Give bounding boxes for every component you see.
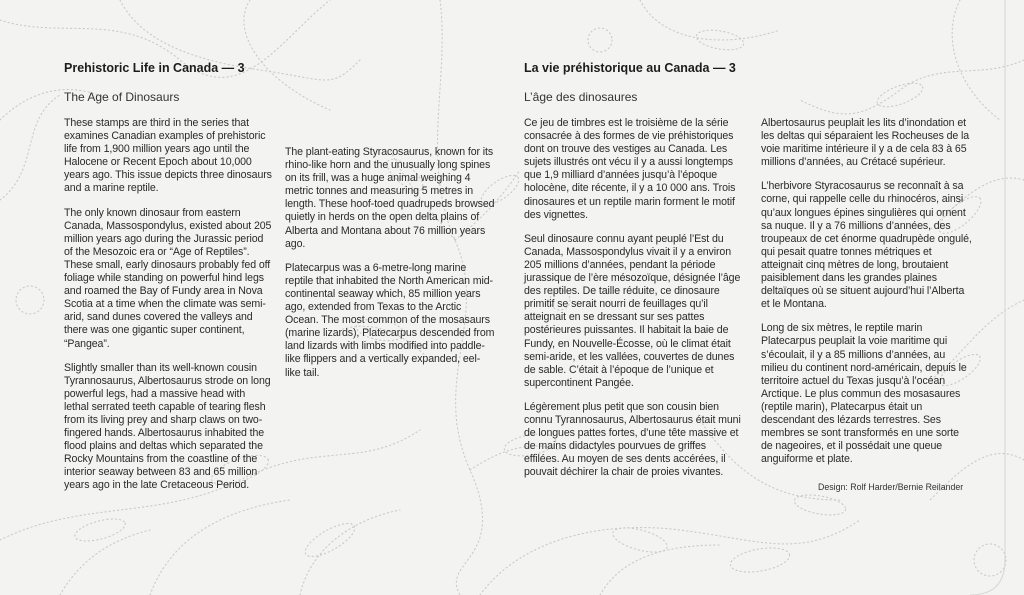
design-credit: Design: Rolf Harder/Bernie Reilander xyxy=(818,482,964,492)
french-paragraph: Ce jeu de timbres est le troisième de la série consacrée à des formes de vie préhistoriques dont on trouve des vestiges au Canada. Les sujets illustrés ont vécu il y a aussi longtemps que 1,9 milliard d’années jusqu’à l’époque holocène, dite récente, il y a 10 000 ans. Trois dinosaures et un reptile marin forment le motif des vignettes. xyxy=(524,117,736,221)
english-title: Prehistoric Life in Canada — 3 xyxy=(64,61,245,75)
english-column-1 xyxy=(64,117,272,504)
english-paragraph: Platecarpus was a 6-metre-long marine reptile that inhabited the North American mid-continental seaway which, 85 million years ago, extended from Texas to the Arctic Ocean. The most common of the mosasaurs (marine lizards), Platecarpus descended from land lizards with limbs modified into paddle-like flippers and a vertically expanded, eel-like tail. xyxy=(285,261,495,379)
english-subtitle: The Age of Dinosaurs xyxy=(64,90,180,104)
french-paragraph: Long de six mètres, le reptile marin Platecarpus peuplait la voie maritime qui s’écoulait, il y a 85 millions d’années, au milieu du continent nord-américain, depuis le territoire actuel du Texas jusqu’à l’océan Arctique. Le plus commun des mosasaures (reptile marin), Platecarpus était un descendant des lézards terrestres. Ses membres se sont transformés en une sorte de nageoires, et il possédait une queue anguiforme et plate. xyxy=(761,322,967,466)
french-paragraph: L’herbivore Styracosaurus se reconnaît à sa corne, qui rappelle celle du rhinocéros, ainsi qu’aux longues épines singulières qui ornent sa nuque. Il y a 76 millions d’années, des troupeaux de cet énorme quadrupède ongulé, qui pesait quatre tonnes métriques et atteignait cinq mètres de long, broutaient paisiblement dans les grandes plaines deltaïques où se situent aujourd’hui l’Alberta et le Montana. xyxy=(761,180,972,311)
english-paragraph: The plant-eating Styracosaurus, known for its rhino-like horn and the unusually long spines on its frill, was a huge animal weighing 4 metric tonnes and measuring 5 metres in length. These hoof-toed quadrupeds browsed quietly in herds on the open delta plains of Alberta and Montana about 76 million years ago. xyxy=(285,146,495,250)
english-paragraph: The only known dinosaur from eastern Canada, Massospondylus, existed about 205 million years ago during the Jurassic period of the Mesozoic era or “Age of Reptiles”. These small, early dinosaurs probably fed off foliage while standing on powerful hind legs and roamed the Bay of Fundy area in Nova Scotia at a time when the climate was semi-arid, sand dunes covered the valleys and there was one gigantic super continent, “Pangea”. xyxy=(64,206,272,350)
french-paragraph: Albertosaurus peuplait les lits d’inondation et les deltas qui séparaient les Rocheuses de la voie maritime intérieure il y a de cela 83 à 65 millions d’années, au Crétacé supérieur. xyxy=(761,117,970,169)
french-column-2 xyxy=(761,117,973,477)
french-title: La vie préhistorique au Canada — 3 xyxy=(524,61,736,75)
french-column-1 xyxy=(524,117,742,490)
french-paragraph: Légèrement plus petit que son cousin bien connu Tyrannosaurus, Albertosaurus était muni de longues pattes fortes, d’une tête massive et de mains didactyles pourvues de griffes effilées. Au moyen de ses dents accérées, il pouvait déchirer la chair de proies vivantes. xyxy=(524,400,741,479)
english-paragraph: These stamps are third in the series that examines Canadian examples of prehistoric life from 1,900 million years ago until the Halocene or Recent Epoch about 10,000 years ago. This issue depicts three dinosaurs and a marine reptile. xyxy=(64,117,272,195)
english-paragraph: Slightly smaller than its well-known cousin Tyrannosaurus, Albertosaurus strode on long powerful legs, had a massive head with lethal serrated teeth capable of tearing flesh from its living prey and sharp claws on two-fingered hands. Albertosaurus inhabited the flood plains and deltas which separated the Rocky Mountains from the coastline of the interior seaway between 83 and 65 million years ago in the late Cretaceous Period. xyxy=(64,361,271,492)
french-subtitle: L’âge des dinosaures xyxy=(524,90,638,104)
french-paragraph: Seul dinosaure connu ayant peuplé l’Est du Canada, Massospondylus vivait il y a environ 205 millions d’années, pendant la période jurassique de l’ère mésozoïque, désignée l’âge des reptiles. De taille réduite, ce dinosaure primitif se serait nourri de feuillages qu’il atteignait en se dressant sur ses pattes postérieures puissantes. Il habitait la baie de Fundy, en Nouvelle-Écosse, où le climat était semi-aride, et les vallées, couvertes de dunes de sable. C’était à l’époque de l’unique et supercontinent Pangée. xyxy=(524,232,741,389)
english-column-2 xyxy=(285,146,495,391)
